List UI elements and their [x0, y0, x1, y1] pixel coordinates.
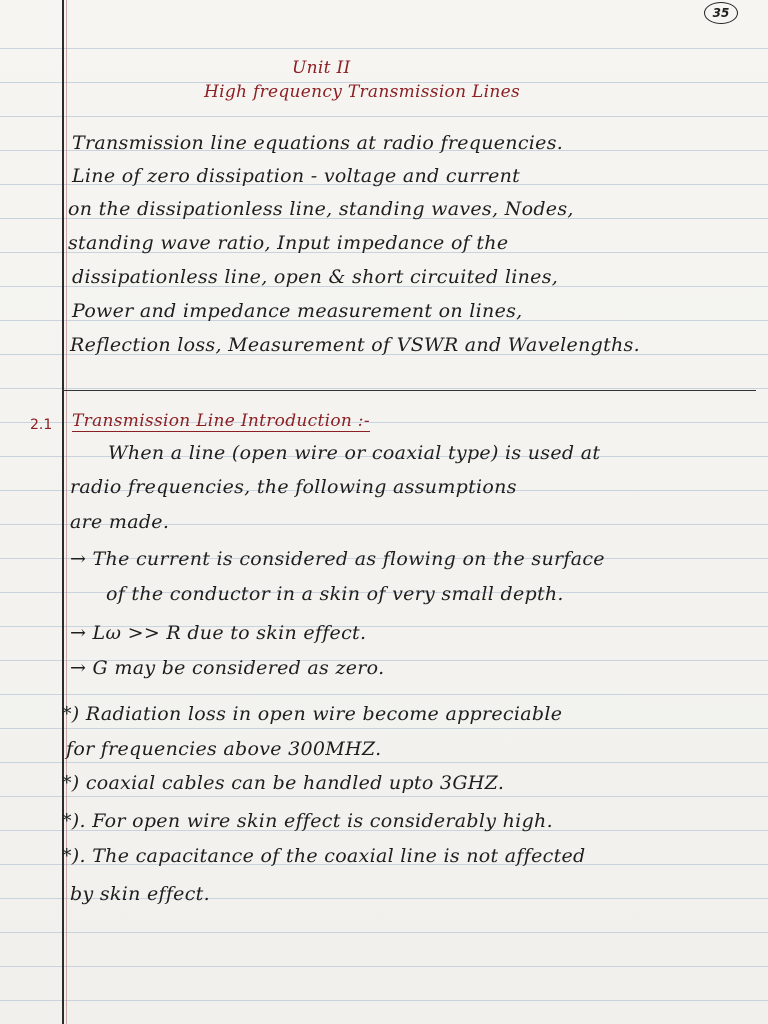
syllabus-line: Line of zero dissipation - voltage and current [72, 165, 521, 187]
ruled-line [0, 762, 768, 763]
margin-line [62, 0, 64, 1024]
body-line: → The current is considered as flowing on the surface [70, 548, 605, 570]
ruled-line [0, 728, 768, 729]
body-line: → Lω >> R due to skin effect. [70, 622, 367, 644]
body-line: of the conductor in a skin of very small depth. [106, 583, 564, 605]
body-line: *). For open wire skin effect is considerably high. [62, 810, 553, 832]
ruled-line [0, 388, 768, 389]
body-line: → G may be considered as zero. [70, 657, 385, 679]
margin-line-red [66, 0, 67, 1024]
ruled-line [0, 796, 768, 797]
body-line: *). The capacitance of the coaxial line is not affected [62, 845, 586, 867]
body-line: *) coaxial cables can be handled upto 3GHZ. [62, 772, 505, 794]
body-line: radio frequencies, the following assumptions [70, 476, 517, 498]
body-line: for frequencies above 300MHZ. [66, 738, 382, 760]
ruled-line [0, 1000, 768, 1001]
body-line: by skin effect. [70, 883, 210, 905]
syllabus-line: on the dissipationless line, standing waves, Nodes, [68, 198, 574, 220]
ruled-line [0, 116, 768, 117]
ruled-line [0, 932, 768, 933]
ruled-line [0, 48, 768, 49]
ruled-line [0, 694, 768, 695]
section-divider [62, 390, 756, 391]
section-title: Transmission Line Introduction :- [72, 411, 370, 431]
body-line: are made. [70, 511, 170, 533]
unit-heading: Unit II [292, 58, 351, 78]
page-number: 35 [704, 2, 738, 24]
syllabus-line: standing wave ratio, Input impedance of the [68, 232, 509, 254]
body-line: *) Radiation loss in open wire become appreciable [62, 703, 563, 725]
syllabus-line: Power and impedance measurement on lines, [72, 300, 523, 322]
ruled-line [0, 966, 768, 967]
syllabus-line: Reflection loss, Measurement of VSWR and Wavelengths. [70, 334, 640, 356]
section-number: 2.1 [30, 417, 53, 433]
body-line: When a line (open wire or coaxial type) is used at [108, 442, 601, 464]
syllabus-line: Transmission line equations at radio frequencies. [72, 132, 564, 154]
syllabus-line: dissipationless line, open & short circuited lines, [72, 266, 559, 288]
page-title: High frequency Transmission Lines [204, 82, 521, 102]
